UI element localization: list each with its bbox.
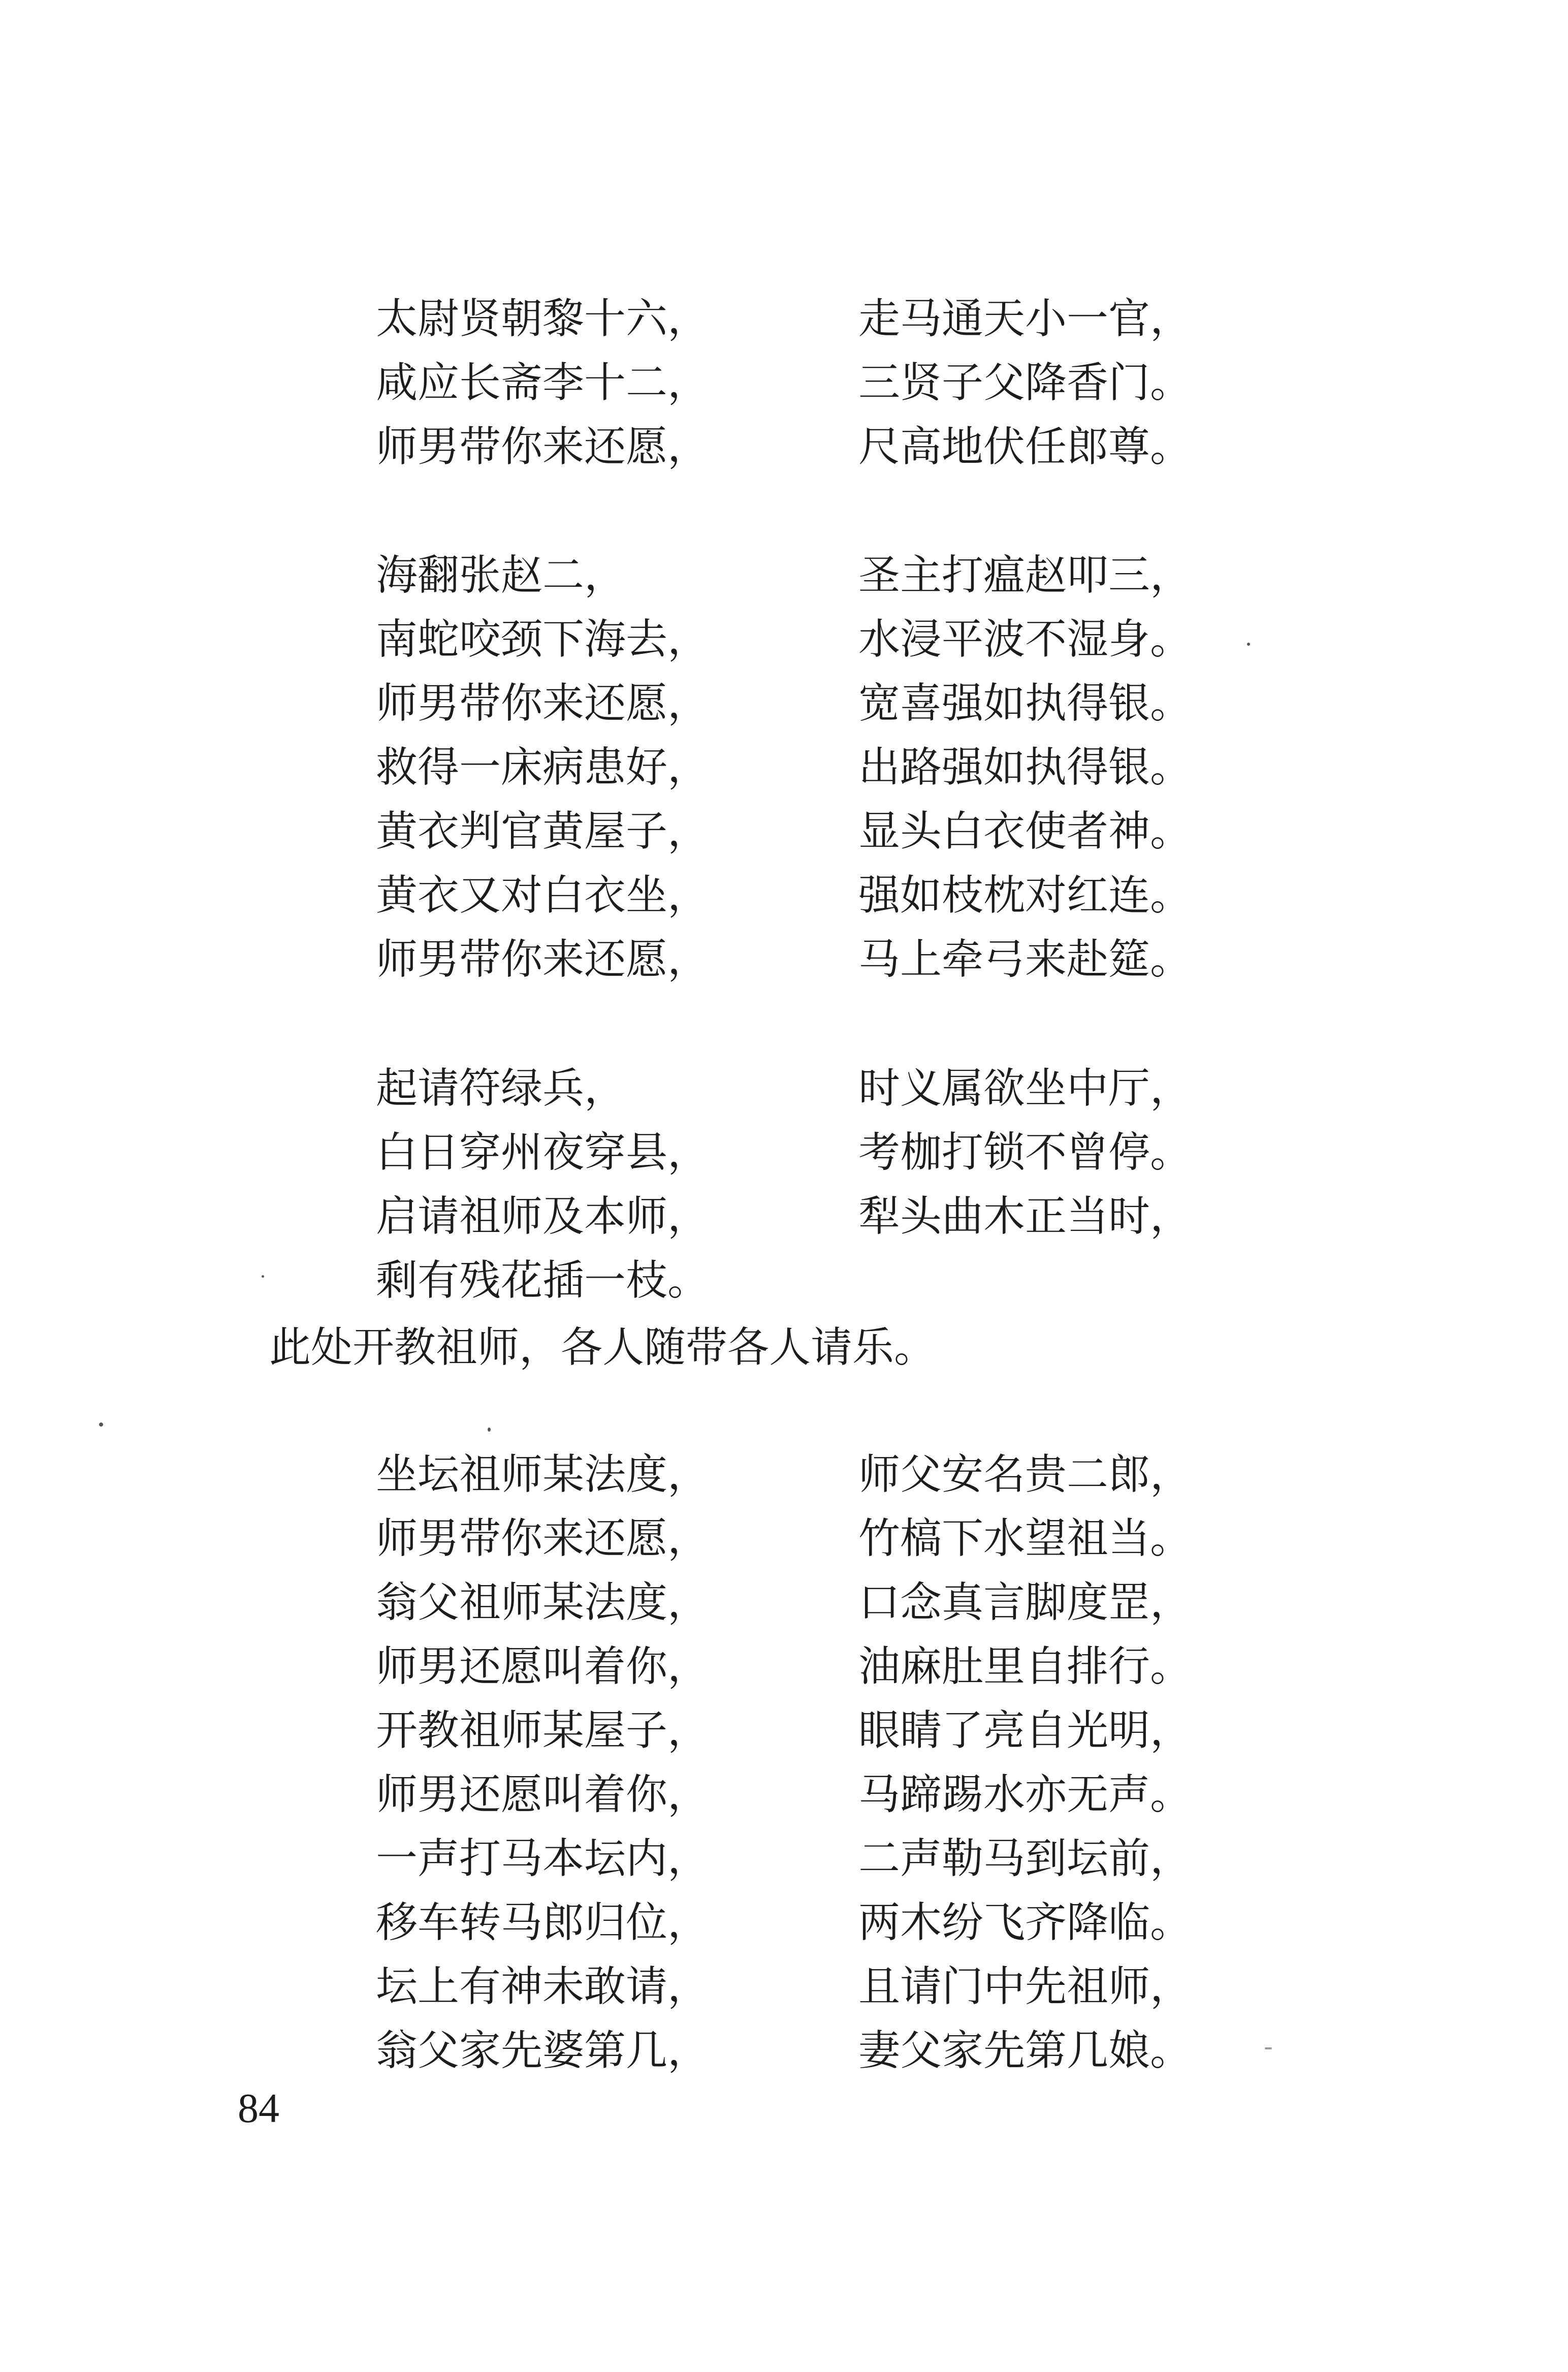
verse-left: 黄衣又对白衣坐， <box>376 871 710 920</box>
verse-left: 太尉贤朝黎十六， <box>376 295 710 343</box>
verse-left: 南蛇咬颈下海去， <box>376 615 710 663</box>
verse-line <box>376 928 1341 992</box>
verse-left: 海翻张赵二， <box>376 551 626 599</box>
verse-line <box>376 351 1341 415</box>
stanza-2 <box>376 544 1341 992</box>
verse-line <box>376 672 1341 736</box>
verse-right: 两木纷飞齐降临。 <box>858 1899 1192 1947</box>
verse-line <box>376 1635 1341 1699</box>
verse-line <box>376 1507 1341 1571</box>
verse-left: 白日穿州夜穿县， <box>376 1128 710 1177</box>
verse-left: 师男还愿叫着你， <box>376 1770 710 1819</box>
page-number: 84 <box>238 2085 279 2131</box>
verse-left: 开教祖师某屋子， <box>376 1706 710 1755</box>
verse-right: 油麻肚里自排行。 <box>858 1642 1192 1691</box>
verse-line <box>376 608 1341 672</box>
stanza-4 <box>376 1443 1341 2083</box>
verse-right: 眼睛了亮自光明， <box>858 1706 1192 1755</box>
verse-left: 师男带你来还愿， <box>376 679 710 728</box>
verse-right: 二声勒马到坛前， <box>858 1835 1192 1883</box>
verse-left: 师男带你来还愿， <box>376 1514 710 1563</box>
verse-left: 师男带你来还愿， <box>376 423 710 471</box>
verse-right: 马蹄踢水亦无声。 <box>858 1770 1192 1819</box>
verse-left: 坐坛祖师某法度， <box>376 1450 710 1499</box>
scan-speck <box>488 1428 491 1432</box>
verse-line <box>376 736 1341 800</box>
verse-right: 马上牵弓来赴筵。 <box>858 935 1192 984</box>
scan-speck <box>1265 2047 1272 2049</box>
verse-left: 黄衣判官黄屋子， <box>376 807 710 856</box>
scan-speck <box>1247 643 1250 646</box>
stanza-3 <box>376 1057 1341 1313</box>
verse-right: 宽喜强如执得银。 <box>858 679 1192 728</box>
verse-left: 救得一床病患好， <box>376 743 710 792</box>
verse-line <box>376 1827 1341 1891</box>
verse-right: 走马通天小一官， <box>858 295 1192 343</box>
verse-left: 剩有残花插一枝。 <box>376 1256 710 1305</box>
verse-line <box>376 1955 1341 2019</box>
verse-right: 考枷打锁不曾停。 <box>858 1128 1192 1177</box>
verse-right: 犁头曲木正当时， <box>858 1192 1192 1241</box>
verse-left: 师男带你来还愿， <box>376 935 710 984</box>
verse-right: 三贤子父降香门。 <box>858 359 1192 407</box>
verse-line <box>376 1057 1341 1121</box>
verse-right: 出路强如执得银。 <box>858 743 1192 792</box>
prose-instruction: 此处开教祖师，各人随带各人请乐。 <box>269 1323 936 1372</box>
verse-right: 水浸平波不湿身。 <box>858 615 1192 663</box>
verse-right: 显头白衣使者神。 <box>858 807 1192 856</box>
verse-right: 尺高地伏任郎尊。 <box>858 423 1192 471</box>
verse-line <box>376 1891 1341 1955</box>
verse-line <box>376 1185 1341 1249</box>
verse-line <box>376 1763 1341 1827</box>
verse-left: 移车转马郎归位， <box>376 1899 710 1947</box>
verse-right: 且请门中先祖师， <box>858 1963 1192 2011</box>
verse-right: 妻父家先第几娘。 <box>858 2027 1192 2075</box>
verse-line <box>376 1249 1341 1313</box>
verse-right: 时义属欲坐中厅， <box>858 1064 1192 1113</box>
verse-right: 师父安名贵二郎， <box>858 1450 1192 1499</box>
verse-left: 启请祖师及本师， <box>376 1192 710 1241</box>
verse-line <box>376 1699 1341 1763</box>
verse-right: 圣主打瘟赵叩三， <box>858 551 1192 599</box>
verse-line <box>376 1571 1341 1635</box>
verse-line <box>376 544 1341 608</box>
verse-left: 起请符绿兵， <box>376 1064 626 1113</box>
verse-line <box>376 800 1341 864</box>
verse-line <box>376 1121 1341 1185</box>
verse-line <box>376 1443 1341 1507</box>
stanza-1 <box>376 287 1341 479</box>
verse-left: 师男还愿叫着你， <box>376 1642 710 1691</box>
verse-left: 一声打马本坛内， <box>376 1835 710 1883</box>
verse-right: 强如枝枕对红连。 <box>858 871 1192 920</box>
verse-line <box>376 415 1341 479</box>
verse-left: 咸应长斋李十二， <box>376 359 710 407</box>
verse-right: 口念真言脚度罡， <box>858 1578 1192 1627</box>
verse-left: 坛上有神未敢请， <box>376 1963 710 2011</box>
scan-speck <box>262 1275 264 1278</box>
verse-left: 翁父家先婆第几， <box>376 2027 710 2075</box>
scan-speck <box>99 1422 103 1427</box>
verse-left: 翁父祖师某法度， <box>376 1578 710 1627</box>
verse-right: 竹槁下水望祖当。 <box>858 1514 1192 1563</box>
verse-line <box>376 2019 1341 2083</box>
verse-line <box>376 864 1341 928</box>
verse-line <box>376 287 1341 351</box>
